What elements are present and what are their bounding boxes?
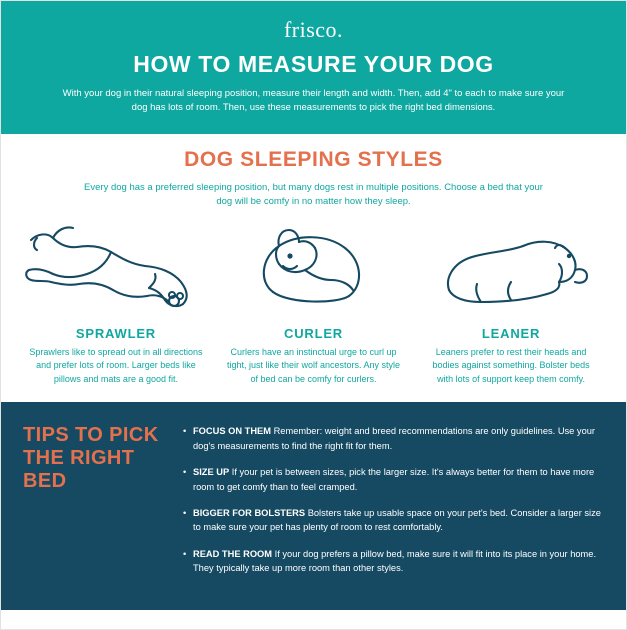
sleeping-style-name: LEANER [481,325,541,341]
tip-lead: SIZE UP [193,467,230,478]
tip-body: Remember: weight and breed recommendations are only guidelines. Use your dog's measurements to find the right fit for them. [193,426,596,451]
sleeping-style-description: Leaners prefer to rest their heads and bodies against something. Bolster beds with lots of support keep them comfy. [432,346,590,384]
sleeping-styles-title: DOG SLEEPING STYLES [184,147,443,171]
tip-item [183,506,604,535]
tip-body: Bolsters take up usable space on your pet's bed. Consider a larger size to make sure your pet has plenty of room to rest comfortably. [193,508,601,533]
sleeping-styles-subtitle: Every dog has a preferred sleeping position, but many dogs rest in multiple positions. Choose a bed that your dog will be comfy in no matter how they sleep. [84,181,543,208]
tip-item [183,547,604,576]
tip-text [193,547,604,576]
sleeping-style-name: SPRAWLER [75,325,156,341]
tip-body: If your dog prefers a pillow bed, make sure it will fit into its place in your home. They typically take up more room than other styles. [193,548,597,574]
curled-dog-icon [221,220,407,320]
brand-logo: frisco. [283,17,344,42]
tips-title: TIPS TO PICK THE RIGHT BED [23,424,159,493]
tips-section [1,402,626,609]
bullet-icon: • [183,467,187,478]
leaning-dog-icon [418,220,604,320]
tips-list [183,422,604,587]
tip-lead: READ THE ROOM [193,548,273,559]
sprawling-dog-icon [23,220,209,320]
sleeping-style-curler [221,220,407,387]
header-banner [1,1,626,134]
tip-text [193,506,604,535]
tip-item [183,424,604,453]
tip-lead: FOCUS ON THEM [193,426,271,437]
page-title: HOW TO MEASURE YOUR DOG [133,51,494,77]
tip-text [193,465,604,494]
sleeping-style-description: Curlers have an instinctual urge to curl up tight, just like their wolf ancestors. Any style of bed can be comfy for curlers. [226,346,401,384]
bullet-icon: • [183,426,187,437]
sleeping-style-description: Sprawlers like to spread out in all directions and prefer lots of room. Larger beds like pillows and mats are a good fit. [29,346,203,384]
sleeping-styles-list [17,220,610,387]
tip-body: If your pet is between sizes, pick the larger size. It's always better for them to have more room to get comfy than to feel cramped. [193,467,595,492]
tip-lead: BIGGER FOR BOLSTERS [193,508,306,519]
bullet-icon: • [183,508,187,519]
bullet-icon: • [183,548,187,559]
header-subtitle: With your dog in their natural sleeping position, measure their length and width. Then, add 4" to each to make sure your dog has lots of room. Then, use these measurements to pick the right bed dimensions. [62,88,565,114]
sleeping-style-name: CURLER [284,325,343,341]
tip-item [183,465,604,494]
sleeping-style-leaner [418,220,604,387]
tip-text [193,424,604,453]
sleeping-styles-section [1,134,626,403]
sleeping-style-sprawler [23,220,209,387]
